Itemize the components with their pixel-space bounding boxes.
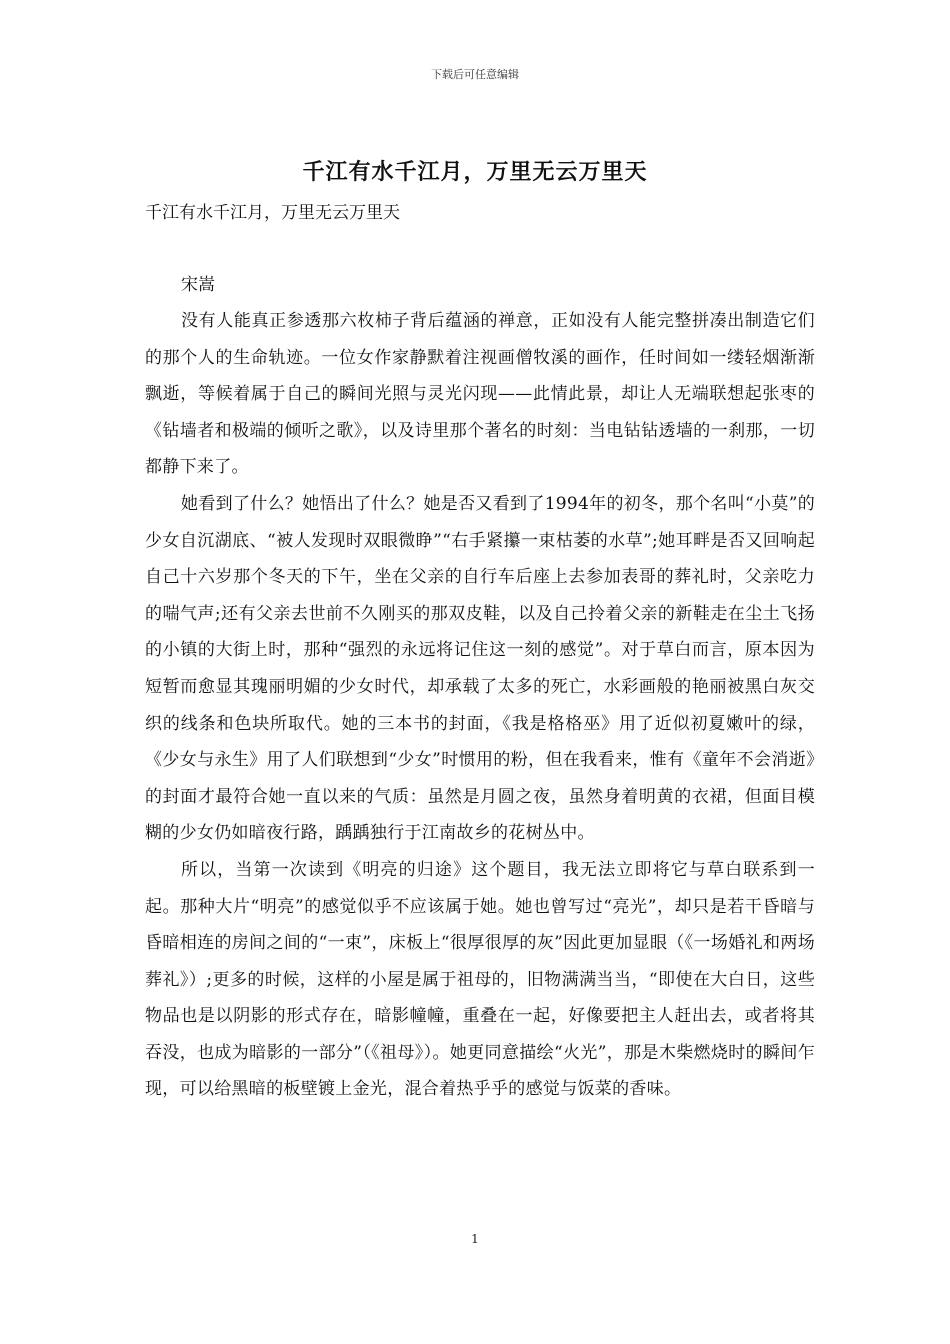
paragraph-2: 她看到了什么？她悟出了什么？她是否又看到了1994年的初冬，那个名叫“小莫”的少女自沉湖底、“被人发现时双眼微睁”“右手紧攥一束枯萎的水草”;她耳畔是否又回响起自己十六岁那个冬天的下午，坐在父亲的自行车后座上去参加表哥的葬礼时，父亲吃力的喘气声;还有父亲去世前不久刚买的那双皮鞋，以及自己拎着父亲的新鞋走在尘土飞扬的小镇的大街上时，那种“强烈的永远将记住这一刻的感觉”。对于草白而言，原本因为短暂而愈显其瑰丽明媚的少女时代，却承载了太多的死亡，水彩画般的艳丽被黑白灰交织的线条和色块所取代。她的三本书的封面，《我是格格巫》用了近似初夏嫩叶的绿，《少女与永生》用了人们联想到“少女”时惯用的粉，但在我看来，惟有《童年不会消逝》的封面才最符合她一直以来的气质：虽然是月圆之夜，虽然身着明黄的衣裙，但面目模糊的少女仍如暗夜行路，踽踽独行于江南故乡的花树丛中。 [145, 493, 815, 844]
document-body [145, 195, 815, 1108]
paragraph-3: 所以，当第一次读到《明亮的归途》这个题目，我无法立即将它与草白联系到一起。那种大片“明亮”的感觉似乎不应该属于她。她也曾写过“亮光”，却只是若干昏暗与昏暗相连的房间之间的“一束”，床板上“很厚很厚的灰”因此更加显眼（《一场婚礼和两场葬礼》）;更多的时候，这样的小屋是属于祖母的，旧物满满当当，“即使在大白日，这些物品也是以阴影的形式存在，暗影幢幢，重叠在一起，好像要把主人赶出去，或者将其吞没，也成为暗影的一部分”（《祖母》）。她更同意描绘“火光”，那是木柴燃烧时的瞬间乍现，可以给黑暗的板壁镀上金光，混合着热乎乎的感觉与饭菜的香味。 [145, 859, 815, 1100]
document-title: 千江有水千江月，万里无云万里天 [302, 159, 648, 185]
page-number: 1 [471, 1232, 479, 1246]
paragraph-1: 没有人能真正参透那六枚柿子背后蕴涵的禅意，正如没有人能完整拼凑出制造它们的那个人的生命轨迹。一位女作家静默着注视画僧牧溪的画作，任时间如一缕轻烟渐渐飘逝，等候着属于自己的瞬间光照与灵光闪现——此情此景，却让人无端联想起张枣的《钻墙者和极端的倾听之歌》，以及诗里那个著名的时刻：当电钻钻透墙的一刹那，一切都静下来了。 [145, 311, 815, 478]
page-header: 下载后可任意编辑 [431, 68, 519, 81]
author-name: 宋嵩 [181, 275, 215, 295]
blank-line [145, 231, 815, 267]
document-subtitle: 千江有水千江月，万里无云万里天 [145, 203, 400, 223]
